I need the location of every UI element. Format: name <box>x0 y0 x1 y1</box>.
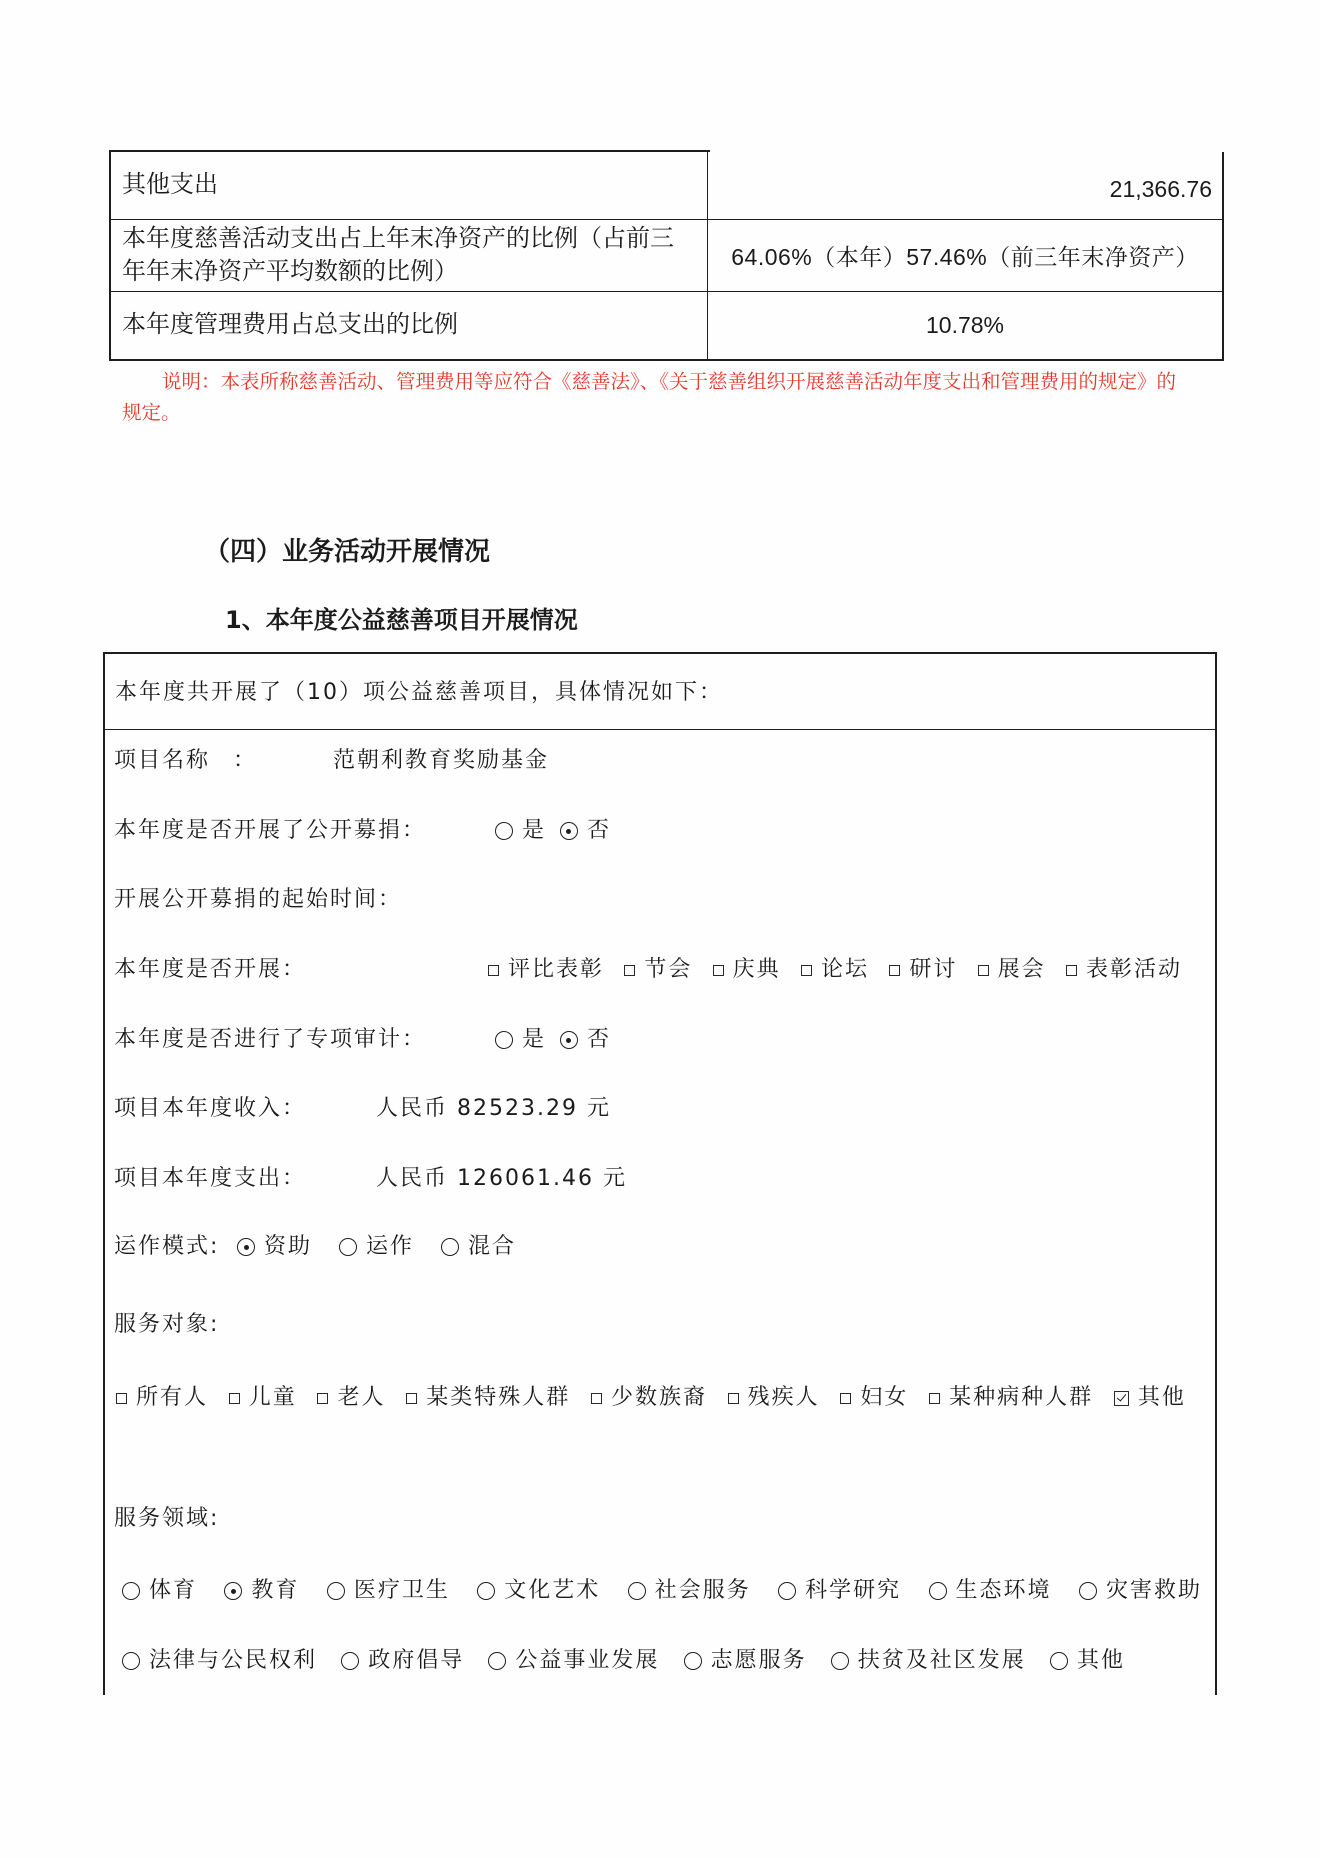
option-label: 妇女 <box>860 1385 909 1410</box>
field-project-name <box>114 745 1206 777</box>
field-activities <box>114 954 1206 986</box>
field-label: 本年度是否进行了专项审计： <box>114 1027 427 1052</box>
table-value-cell: 21,366.76 <box>1109 176 1212 202</box>
expense-ratio-table <box>109 152 1224 361</box>
checkbox-icon <box>116 1393 127 1404</box>
radio-icon <box>929 1582 947 1600</box>
radio-icon <box>237 1238 255 1256</box>
field-fundraising-start <box>114 884 1206 916</box>
option-item <box>560 815 611 847</box>
form-header: 本年度共开展了（10）项公益慈善项目，具体情况如下： <box>105 654 1215 730</box>
option-item <box>317 1382 385 1414</box>
option-item <box>116 1382 208 1414</box>
option-label: 医疗卫生 <box>353 1578 450 1603</box>
checkbox-icon <box>1114 1391 1129 1406</box>
table-label-cell <box>111 220 708 291</box>
field-label: 项目本年度收入： <box>114 1096 307 1121</box>
field-label: 服务对象: <box>114 1312 220 1337</box>
option-label: 运作 <box>365 1234 414 1259</box>
option-item <box>327 1575 450 1607</box>
option-label: 节会 <box>644 957 693 982</box>
radio-icon <box>122 1652 140 1670</box>
service-fields-options-row <box>114 1645 1206 1677</box>
option-item <box>1066 954 1182 986</box>
table-label-text: 本年度慈善活动支出占上年末净资产的比例（占前三 <box>122 225 674 252</box>
option-label: 教育 <box>251 1578 300 1603</box>
field-value: 范朝利教育奖励基金 <box>333 748 550 773</box>
option-item <box>229 1382 297 1414</box>
option-label: 表彰活动 <box>1085 957 1182 982</box>
option-item <box>441 1231 516 1263</box>
option-item <box>591 1382 707 1414</box>
radio-icon <box>341 1652 359 1670</box>
project-info-form <box>103 652 1217 1695</box>
table-label-text: 年年末净资产平均数额的比例） <box>122 258 458 285</box>
checkbox-icon <box>889 965 900 976</box>
field-value: 人民币 82523.29 元 <box>376 1096 611 1121</box>
checkbox-icon <box>406 1393 417 1404</box>
service-fields-options-row <box>114 1575 1206 1607</box>
option-label: 法律与公民权利 <box>149 1648 318 1673</box>
option-item <box>831 1645 1026 1677</box>
option-label: 资助 <box>264 1234 313 1259</box>
option-label: 研讨 <box>909 957 958 982</box>
option-item <box>929 1382 1093 1414</box>
field-value: 人民币 126061.46 元 <box>376 1166 627 1191</box>
option-item <box>1114 1382 1186 1414</box>
radio-icon <box>441 1238 459 1256</box>
subsection-title: 1、本年度公益慈善项目开展情况 <box>225 606 578 634</box>
option-item <box>684 1645 807 1677</box>
table-label-cell <box>111 292 708 359</box>
option-label: 残疾人 <box>747 1385 820 1410</box>
option-item <box>728 1382 820 1414</box>
option-label: 生态环境 <box>955 1578 1052 1603</box>
table-label-cell <box>111 152 708 219</box>
option-item <box>624 954 692 986</box>
option-label: 所有人 <box>136 1385 209 1410</box>
option-item <box>840 1382 908 1414</box>
checkbox-icon <box>1066 965 1077 976</box>
option-item <box>224 1575 299 1607</box>
checkbox-group <box>116 1382 1186 1414</box>
option-item <box>1050 1645 1125 1677</box>
option-item <box>122 1645 317 1677</box>
service-targets-options <box>114 1382 1206 1414</box>
radio-group <box>122 1645 1125 1677</box>
option-label: 否 <box>586 818 611 843</box>
checkbox-icon <box>624 965 635 976</box>
checkbox-icon <box>591 1393 602 1404</box>
radio-icon <box>628 1582 646 1600</box>
checkbox-icon <box>978 965 989 976</box>
field-income <box>114 1093 1206 1125</box>
checkbox-icon <box>488 965 499 976</box>
option-item <box>628 1575 751 1607</box>
table-value-cell: 64.06%（本年）57.46%（前三年末净资产） <box>731 244 1199 270</box>
note-line: 说明：本表所称慈善活动、管理费用等应符合《慈善法》、《关于慈善组织开展慈善活动年度支出和管理费用的规定》的 <box>162 370 1177 393</box>
table-label-text: 其他支出 <box>122 172 218 198</box>
option-label: 老人 <box>337 1385 386 1410</box>
option-item <box>477 1575 600 1607</box>
option-item <box>801 954 869 986</box>
radio-icon <box>1050 1652 1068 1670</box>
option-item <box>889 954 957 986</box>
option-label: 扶贫及社区发展 <box>857 1648 1026 1673</box>
checkbox-icon <box>229 1393 240 1404</box>
radio-group <box>237 1231 516 1263</box>
option-label: 否 <box>586 1027 611 1052</box>
option-item <box>929 1575 1052 1607</box>
radio-group <box>495 1024 611 1056</box>
radio-icon <box>495 1031 513 1049</box>
option-item <box>122 1575 197 1607</box>
field-expense <box>114 1163 1206 1195</box>
radio-group <box>495 815 611 847</box>
option-label: 混合 <box>467 1234 516 1259</box>
radio-icon <box>684 1652 702 1670</box>
field-label: 开展公开募捐的起始时间： <box>114 887 403 912</box>
option-item <box>560 1024 611 1056</box>
option-label: 论坛 <box>820 957 869 982</box>
radio-icon <box>327 1582 345 1600</box>
option-item <box>341 1645 464 1677</box>
radio-icon <box>122 1582 140 1600</box>
option-label: 其他 <box>1137 1385 1186 1410</box>
option-label: 某种病种人群 <box>949 1385 1094 1410</box>
table-value-cell: 10.78% <box>925 312 1004 338</box>
field-label: 本年度是否开展： <box>114 957 307 982</box>
option-label: 评比表彰 <box>508 957 605 982</box>
option-label: 文化艺术 <box>504 1578 601 1603</box>
radio-icon <box>778 1582 796 1600</box>
option-label: 是 <box>522 1027 547 1052</box>
option-label: 政府倡导 <box>368 1648 465 1673</box>
option-label: 志愿服务 <box>710 1648 807 1673</box>
table-row <box>111 220 1222 292</box>
radio-icon <box>339 1238 357 1256</box>
option-label: 某类特殊人群 <box>426 1385 571 1410</box>
option-label: 公益事业发展 <box>515 1648 660 1673</box>
option-item <box>1079 1575 1202 1607</box>
field-label: 项目名称 ： <box>114 748 257 773</box>
field-public-fundraising <box>114 815 1206 847</box>
option-item <box>488 1645 659 1677</box>
option-item <box>713 954 781 986</box>
option-item <box>495 1024 546 1056</box>
table-note <box>122 366 1176 428</box>
checkbox-icon <box>840 1393 851 1404</box>
checkbox-icon <box>801 965 812 976</box>
table-row <box>111 292 1222 359</box>
section-title: （四）业务活动开展情况 <box>204 537 491 567</box>
option-label: 科学研究 <box>805 1578 902 1603</box>
field-service-targets <box>114 1309 1206 1341</box>
radio-icon <box>477 1582 495 1600</box>
radio-icon <box>495 822 513 840</box>
field-label: 本年度是否开展了公开募捐： <box>114 818 427 843</box>
option-item <box>339 1231 414 1263</box>
checkbox-icon <box>713 965 724 976</box>
option-item <box>978 954 1046 986</box>
option-label: 社会服务 <box>654 1578 751 1603</box>
field-special-audit <box>114 1024 1206 1056</box>
option-label: 展会 <box>997 957 1046 982</box>
field-label: 项目本年度支出： <box>114 1166 307 1191</box>
option-item <box>495 815 546 847</box>
option-label: 其他 <box>1076 1648 1125 1673</box>
option-label: 是 <box>522 818 547 843</box>
radio-icon <box>488 1652 506 1670</box>
option-label: 庆典 <box>732 957 781 982</box>
checkbox-icon <box>929 1393 940 1404</box>
field-service-fields <box>114 1503 1206 1535</box>
option-label: 体育 <box>149 1578 198 1603</box>
field-operation-mode <box>114 1231 1206 1263</box>
option-item <box>778 1575 901 1607</box>
radio-icon <box>224 1582 242 1600</box>
radio-icon <box>560 1031 578 1049</box>
radio-icon <box>1079 1582 1097 1600</box>
option-label: 儿童 <box>248 1385 297 1410</box>
option-item <box>237 1231 312 1263</box>
checkbox-icon <box>728 1393 739 1404</box>
option-item <box>406 1382 570 1414</box>
radio-icon <box>831 1652 849 1670</box>
table-row <box>111 152 1222 220</box>
field-label: 服务领域: <box>114 1506 220 1531</box>
radio-group <box>122 1575 1202 1607</box>
checkbox-group <box>488 954 1182 986</box>
option-item <box>488 954 604 986</box>
option-label: 灾害救助 <box>1105 1578 1202 1603</box>
radio-icon <box>560 822 578 840</box>
checkbox-icon <box>317 1393 328 1404</box>
field-label: 运作模式: <box>114 1234 220 1259</box>
option-label: 少数族裔 <box>610 1385 707 1410</box>
table-label-text: 本年度管理费用占总支出的比例 <box>122 312 458 338</box>
note-line: 规定。 <box>122 401 181 424</box>
